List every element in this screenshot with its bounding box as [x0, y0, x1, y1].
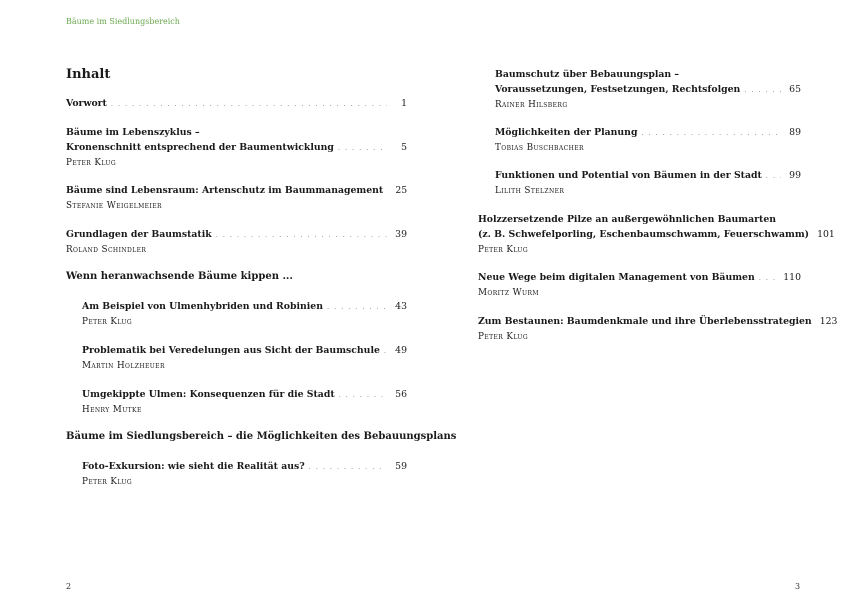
leader-dots — [766, 169, 781, 184]
entry-title: Foto-Exkursion: wie sieht die Realität aus? — [82, 461, 305, 472]
section-heading[interactable]: Wenn heranwachsende Bäume kippen ... — [66, 271, 293, 282]
entry-page: 49 — [395, 345, 407, 356]
entry-title: Am Beispiel von Ulmenhybriden und Robinien — [82, 301, 323, 312]
entry-page: 65 — [789, 84, 801, 95]
entry-page: 5 — [401, 142, 407, 153]
leader-dots — [216, 228, 387, 243]
entry-title: Umgekippte Ulmen: Konsequenzen für die Stadt — [82, 389, 335, 400]
toc-entry[interactable] — [478, 314, 838, 344]
entry-title: Funktionen und Potential von Bäumen in der Stadt — [495, 170, 762, 181]
toc-entry[interactable] — [82, 459, 407, 489]
leader-dots — [309, 460, 387, 475]
toc-entry[interactable] — [66, 183, 407, 213]
toc-entry[interactable] — [478, 212, 835, 257]
toc-entry[interactable] — [82, 387, 407, 417]
leader-dots — [384, 344, 387, 359]
entry-page: 99 — [789, 170, 801, 181]
entry-author: Peter Klug — [66, 158, 117, 168]
toc-entry[interactable] — [495, 67, 801, 112]
entry-author: Peter Klug — [82, 317, 133, 327]
leader-dots — [641, 126, 781, 141]
leader-dots — [744, 83, 781, 98]
entry-title-cont: (z. B. Schwefelporling, Eschenbaumschwamm, Feuerschwamm) — [478, 229, 810, 240]
toc-entry[interactable] — [82, 343, 407, 373]
toc-entry[interactable] — [478, 270, 801, 300]
entry-title: Neue Wege beim digitalen Management von Bäumen — [478, 272, 755, 283]
entry-title: Bäume sind Lebensraum: Artenschutz im Baummanagement — [66, 185, 384, 196]
entry-title: Holzzersetzende Pilze an außergewöhnlichen Baumarten — [478, 214, 777, 225]
leader-dots — [111, 97, 387, 112]
leader-dots — [327, 300, 387, 315]
leader-dots — [759, 271, 780, 286]
entry-author: Lilith Stelzner — [495, 186, 565, 196]
entry-page: 101 — [817, 229, 835, 240]
section-heading[interactable]: Bäume im Siedlungsbereich – die Möglichkeiten des Bebauungsplans — [66, 431, 457, 442]
entry-author: Roland Schindler — [66, 245, 147, 255]
page-number-left: 2 — [66, 582, 72, 591]
entry-title: Problematik bei Veredelungen aus Sicht der Baumschule — [82, 345, 380, 356]
entry-author: Moritz Wurm — [478, 288, 539, 298]
entry-title: Baumschutz über Bebauungsplan – — [495, 69, 680, 80]
entry-author: Martin Holzheuer — [82, 361, 165, 371]
entry-page: 110 — [783, 272, 801, 283]
toc-entry[interactable] — [66, 125, 407, 170]
toc-heading: Inhalt — [66, 67, 111, 82]
entry-author: Peter Klug — [82, 477, 133, 487]
toc-entry[interactable] — [495, 125, 801, 155]
entry-title: Möglichkeiten der Planung — [495, 127, 638, 138]
page-number-right: 3 — [795, 582, 801, 591]
entry-page: 59 — [395, 461, 407, 472]
entry-author: Henry Mutke — [82, 405, 142, 415]
entry-author: Rainer Hilsberg — [495, 100, 568, 110]
entry-page: 1 — [401, 98, 407, 109]
entry-page: 25 — [395, 185, 408, 196]
entry-author: Peter Klug — [478, 332, 529, 342]
entry-author: Stefanie Weigelmeier — [66, 201, 162, 211]
toc-entry[interactable] — [495, 168, 801, 198]
entry-author: Tobias Buschbacher — [495, 143, 584, 153]
entry-title: Bäume im Lebenszyklus – — [66, 127, 200, 138]
entry-page: 89 — [789, 127, 801, 138]
entry-page: 56 — [395, 389, 407, 400]
entry-title: Grundlagen der Baumstatik — [66, 229, 212, 240]
toc-entry-vorwort[interactable] — [66, 96, 407, 112]
leader-dots — [338, 141, 387, 156]
entry-title: Zum Bestaunen: Baumdenkmale und ihre Überlebensstrategien — [478, 316, 812, 327]
entry-title: Vorwort — [66, 98, 107, 109]
toc-entry[interactable] — [66, 227, 407, 257]
running-head: Bäume im Siedlungsbereich — [66, 17, 180, 26]
toc-entry[interactable] — [82, 299, 407, 329]
entry-author: Peter Klug — [478, 245, 529, 255]
entry-title-cont: Voraussetzungen, Festsetzungen, Rechtsfolgen — [495, 84, 741, 95]
entry-page: 43 — [395, 301, 407, 312]
entry-page: 123 — [819, 316, 838, 327]
entry-title-cont: Kronenschnitt entsprechend der Baumentwicklung — [66, 142, 334, 153]
entry-page: 39 — [395, 229, 407, 240]
leader-dots — [339, 388, 387, 403]
